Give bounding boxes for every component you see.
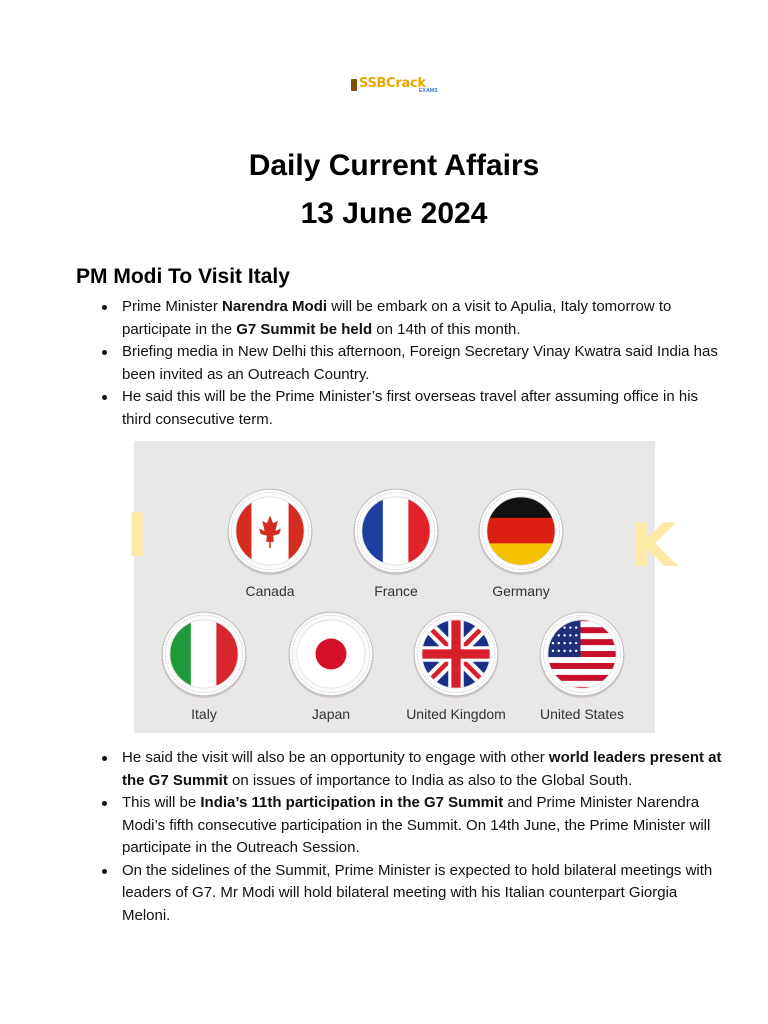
flag-label: Italy [191,706,217,722]
text: This will be [122,794,201,811]
france-flag-icon [348,483,444,579]
text: Briefing media in New Delhi this afternoon, Foreign Secretary Vinay Kwatra said India has been invited as an Outreach Country. [122,343,718,383]
canada-flag-icon [222,483,318,579]
bullet-item [122,341,722,386]
japan-flag-icon [283,606,379,702]
flag-label: Japan [311,706,351,722]
bold-text: India’s 11th participation in the G7 Summit [200,794,504,811]
flag-label: Canada [245,583,295,599]
flag-canada [215,483,325,599]
bullet-list-bottom [122,747,722,927]
flag-label: United States [539,706,625,722]
us-flag-icon [534,606,630,702]
flag-uk [401,606,511,722]
g7-flags-figure [126,441,677,733]
flag-label: Germany [492,583,550,599]
flag-italy [149,606,259,722]
text: on issues of importance to India as also to the Global South. [227,771,633,789]
bullet-item [122,747,722,792]
italy-flag-icon [156,606,252,702]
logo-subtext: EXAMS [419,88,438,94]
bold-text: world leaders present at the G7 Summit [122,749,722,789]
bullet-item [122,386,722,431]
text: will be embark on a visit to Apulia, Italy tomorrow to participate in the [122,298,672,338]
germany-flag-icon [473,483,569,579]
text: Prime Minister [122,298,223,315]
bold-text: Narendra Modi [222,298,328,315]
logo-mark-icon [351,79,357,91]
bullet-item [122,792,722,860]
page-title: Daily Current Affairs [248,149,540,182]
page-date: 13 June 2024 [300,197,488,230]
text: On the sidelines of the Summit, Prime Minister is expected to hold bilateral meetings with leaders of G7. Mr Modi will hold bilateral meeting with his Italian counterpart Giorgia Meloni. [122,861,713,924]
bold-text: G7 Summit be held [236,320,373,338]
bullet-item [122,296,722,341]
flag-label: United Kingdom [406,706,506,722]
text: He said the visit will also be an opportunity to engage with other [122,749,549,766]
flag-france [341,483,451,599]
flag-germany [466,483,576,599]
text: on 14th of this month. [372,320,521,338]
ssbcrack-logo [351,76,438,94]
watermark-left: I [126,501,149,571]
flag-us [527,606,637,722]
watermark-right: K [630,511,677,581]
uk-flag-icon [408,606,504,702]
text: He said this will be the Prime Minister’s first overseas travel after assuming office in his third consecutive term. [122,388,699,428]
logo-text: SSBCrack [359,76,426,91]
bullet-list-top [122,296,722,431]
text: and Prime Minister Narendra Modi’s fifth consecutive participation in the Summit. On 14th June, the Prime Minister will participate in the Outreach Session. [122,794,711,856]
bullet-item [122,860,722,928]
section-heading: PM Modi To Visit Italy [76,265,290,288]
flag-label: France [374,583,418,599]
flag-japan [276,606,386,722]
